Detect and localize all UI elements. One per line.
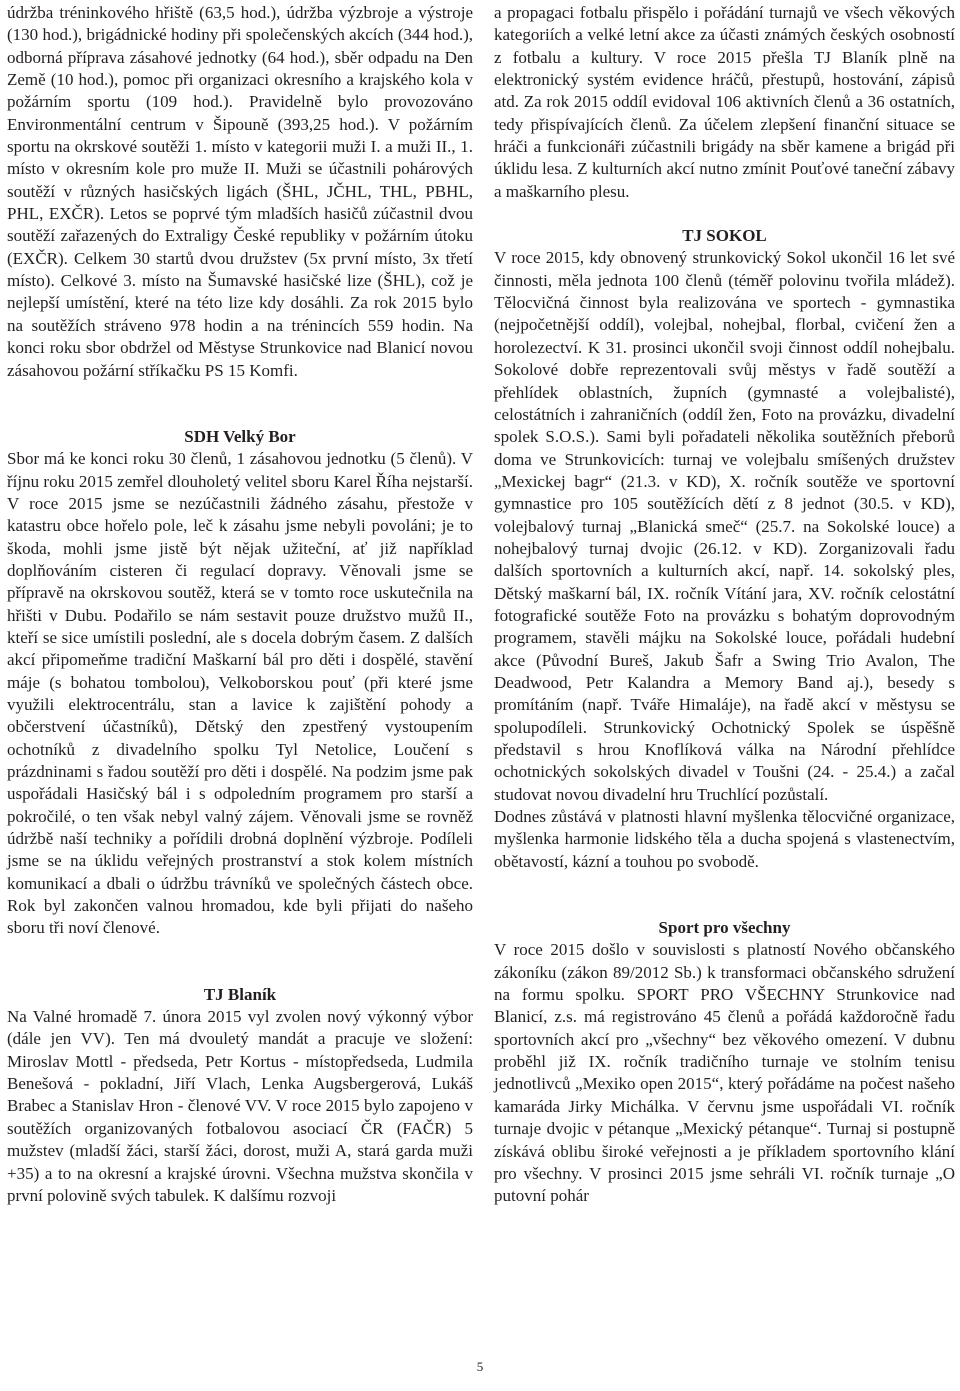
section-heading-tj-sokol: TJ SOKOL xyxy=(682,226,767,246)
section-heading-sdh-velky-bor: SDH Velký Bor xyxy=(184,426,296,446)
section-spacer xyxy=(7,940,473,962)
paragraph-continuation: údržba tréninkového hřiště (63,5 hod.), údržba výzbroje a výstroje (130 hod.), brigádnické hodiny při společenských akcích (344 hod.), odborná příprava zásahové jednotky (64 hod.), sběr odpadu na Den Země (10 hod.), pomoc při organizaci okresního a krajského kola v požárním sportu (109 hod.). Pravidelně bylo provozováno Environmentální centrum v Šipouně (393,25 hod.). V požárním sportu na okrskové soutěži 1. místo v kategorii muži I. a muži II., 1. místo v okresním kole pro muže II. Muži se účastnili pohárových soutěží v různých hasičských ligách (ŠHL, JČHL, THL, PBHL, PHL, EXČR). Letos se poprvé tým mladších hasičů zúčastnil dvou soutěží zařazených do Extraligy České republiky v požárním útoku (EXČR). Celkem 30 startů dvou družstev (5x první místo, 3x třetí místo). Celkové 3. místo na Šumavské hasičské lize (ŠHL), což je nejlepší umístění, které na této lize kdy dosáhli. Za rok 2015 bylo na soutěžích stráveno 978 hodin a na trénincích 559 hodin. Na konci roku sbor obdržel od Městyse Strunkovice nad Blanicí novou zásahovou požární stříkačku PS 15 Komfi. xyxy=(7,3,473,380)
right-column xyxy=(494,2,955,1208)
section-spacer xyxy=(494,895,955,917)
section-spacer xyxy=(7,382,473,404)
paragraph-tj-sokol-closing: Dodnes zůstává v platnosti hlavní myšlenka tělocvičné organizace, myšlenka harmonie lidského těla a ducha spojená s vlastenectvím, obětavostí, kázní a touhou po svobodě. xyxy=(494,807,955,871)
section-spacer xyxy=(494,203,955,225)
section-heading-tj-blanik: TJ Blaník xyxy=(203,984,277,1004)
paragraph-sport-pro-vsechny: V roce 2015 došlo v souvislosti s platností Nového občanského zákoníku (zákon 89/2012 Sb.) k transformaci občanského sdružení na formu spolku. SPORT PRO VŠECHNY Strunkovice nad Blanicí, z.s. má registrováno 45 členů a pořádá každoročně řadu sportovních akcí pro „všechny“ bez věkového omezení. V dubnu proběhl již IX. ročník tradičního turnaje ve stolním tenisu jednotlivců „Mexiko open 2015“, který pořádáme na počest našeho kamaráda Jirky Michálka. V červnu jsme uspořádali VI. ročník turnaje dvojic v pétanque „Mexický pétanque“. Turnaj si postupně získává oblibu široké veřejnosti a je příkladem sportovního klání pro všechny. V prosinci 2015 jsme sehráli VI. ročník turnaje „O putovní pohár xyxy=(494,940,955,1206)
left-column xyxy=(7,2,473,1207)
section-spacer xyxy=(7,404,473,426)
paragraph-tj-blanik: Na Valné hromadě 7. února 2015 vyl zvolen nový výkonný výbor (dále jen VV). Ten má dvouletý mandát a pracuje ve složení: Miroslav Mottl - předseda, Petr Kortus - místopředseda, Ludmila Benešová - pokladní, Jiří Vlach, Lenka Augsbergerová, Lukáš Brabec a Stanislav Hron - členové VV. V roce 2015 bylo zapojeno v soutěžích organizovaných fotbalovou asociací ČR (FAČR) 5 mužstev (mladší žáci, starší žáci, dorost, muži A, stará garda muži +35) a to na okresní a krajské úrovni. Všechna mužstva skončila v první polovině svých tabulek. K dalšímu rozvoji xyxy=(7,1007,473,1205)
section-spacer xyxy=(7,962,473,984)
section-spacer xyxy=(494,873,955,895)
paragraph-tj-blanik-continuation: a propagaci fotbalu přispělo i pořádání turnajů ve všech věkových kategoriích a velké letní akce za účasti známých českých osobností z fotbalu a kultury. V roce 2015 přešla TJ Blaník plně na elektronický systém evidence hráčů, přestupů, hostování, zápisů atd. Za rok 2015 oddíl evidoval 106 aktivních členů a 36 ostatních, tedy přispívajících členů. Za účelem zlepšení finanční situace se hráči a funkcionáři zúčastnili brigády na sběr kamene a brigád při úklidu lesa. Z kulturních akcí nutno zmínit Pouťové taneční zábavy a maškarního plesu. xyxy=(494,3,955,201)
section-heading-sport-pro-vsechny: Sport pro všechny xyxy=(658,918,791,938)
page-number: 5 xyxy=(476,1359,484,1374)
paragraph-sdh-velky-bor: Sbor má ke konci roku 30 členů, 1 zásahovou jednotku (5 členů). V říjnu roku 2015 zemřel dlouholetý velitel sboru Karel Říha nejstarší. V roce 2015 jsme se nezúčastnili žádného zásahu, přestože v katastru obce hořelo pole, leč k zásahu jsme nebyli povoláni; je to škoda, mohli jsme jistě být nějak užiteční, ať již například doplňováním cisteren či regulací dopravy. Věnovali jsme se přípravě na okrskovou soutěž, která se v tomto roce uskutečnila na hřišti v Dubu. Podařilo se nám sestavit pouze družstvo mužů II., kteří se sice umístili poslední, ale s docela dobrým časem. Z dalších akcí připomeňme tradiční Maškarní bál pro děti i dospělé, stavění máje (s bohatou tombolou), Velkoborskou pouť (při které jsme využili elektrocentrálu, stan a lavice k zajištění pohody a občerstvení účastníků), Dětský den zpestřený vystoupením ochotníků z divadelního spolku Tyl Netolice, Loučení s prázdninami s řadou soutěží pro děti i dospělé. Na podzim jsme pak uspořádali Hasičský bál i s odpoledním programem pro starší a pokročilé, o ten však nebyl valný zájem. Věnovali jsme se rovněž údržbě naší techniky a pořídili drobná doplnění výzbroje. Podíleli jsme se na úklidu veřejných prostranství a stok kolem místních komunikací a dbali o údržbu trávníků ve společných částech obce. Rok byl zakončen valnou hromadou, kde byli přijati do našeho sboru tři noví členové. xyxy=(7,449,473,938)
paragraph-tj-sokol: V roce 2015, kdy obnovený strunkovický Sokol ukončil 16 let své činnosti, měla jednota 100 členů (téměř polovinu tvořila mládež). Tělocvičná činnost byla realizována ve sportech - gymnastika (nejpočetnější oddíl), volejbal, nohejbal, florbal, cvičení žen a horolezectví. K 31. prosinci ukončil svoji činnost oddíl nohejbalu. Sokolové dobře reprezentovali svůj městys v řadě soutěží a přehlídek oblastních, župních (gymnasté a volejbalisté), celostátních i zahraničních (oddíl žen, Foto na provázku, divadelní spolek S.O.S.). Sami byli pořadateli několika soutěžních přeborů doma ve Strunkovicích: turnaj ve volejbalu smíšených družstev „Mexickej bagr“ (21.3. v KD), X. ročník soutěže ve sportovní gymnastice pro 105 soutěžících dětí z 8 jednot (30.5. v KD), volejbalový turnaj „Blanická smeč“ (25.7. na Sokolské louce) a nohejbalový turnaj dvojic (26.12. v KD). Zorganizovali řadu dalších sportovních a kulturních akcí, např. 14. sokolský ples, Dětský maškarní bál, IX. ročník Vítání jara, XV. ročník celostátní fotografické soutěže Foto na provázku s bohatým doprovodným programem, stavěli májku na Sokolské louce, pořádali hudební akce (Původní Bureš, Jakub Šafr a Swing Trio Avalon, The Deadwood, Petr Kalandra a Memory Band aj.), besedy s promítáním (např. Tváře Himaláje), na řadě akcí v městysu se spolupodíleli. Strunkovický Ochotnický Spolek se úspěšně představil s hrou Knoflíková válka na Národní přehlídce ochotnických sokolských divadel v Toušni (24. - 25.4.) a začal studovat novou divadelní hru Truchlící pozůstalí. xyxy=(494,248,955,804)
